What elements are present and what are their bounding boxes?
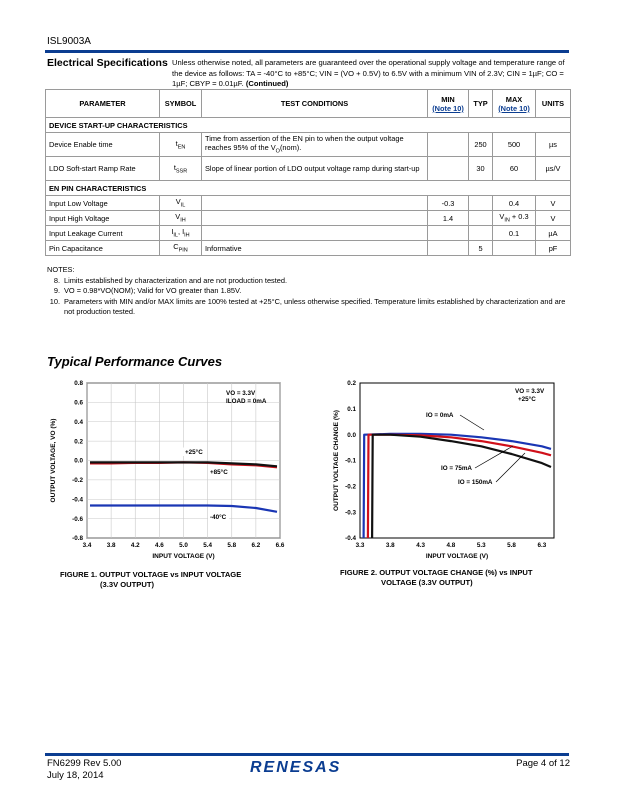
x-tick-label: 4.2 [130, 542, 140, 549]
notes-title: NOTES: [47, 265, 75, 274]
x-tick-label: 6.2 [251, 542, 261, 549]
table-row [46, 211, 571, 226]
y-tick-label: -0.2 [72, 477, 83, 485]
annotation-label: IO = 0mA [426, 412, 454, 419]
annotation-label: -40°C [210, 514, 227, 521]
cell-typ [469, 196, 493, 211]
specs-continued: (Continued) [245, 79, 289, 89]
col-max-label: MAX [505, 94, 523, 104]
x-axis-label: INPUT VOLTAGE (V) [152, 553, 215, 560]
annotation-label: VO = 3.3V [226, 390, 256, 397]
cell-units: V [536, 196, 571, 211]
cell-min [428, 241, 469, 256]
y-tick-label: 0.2 [347, 380, 356, 388]
cell-typ: 30 [469, 157, 493, 181]
section-row [46, 181, 571, 196]
cell-units: pF [536, 241, 571, 256]
header-rule [45, 50, 569, 53]
min-note-link[interactable]: (Note 10) [432, 103, 464, 113]
specs-intro [172, 58, 570, 90]
table-row [46, 157, 571, 181]
cell-min [428, 133, 469, 157]
col-min [428, 90, 469, 118]
x-tick-label: 4.8 [446, 542, 456, 549]
note-item [47, 297, 572, 318]
figure2-caption-line1: FIGURE 2. OUTPUT VOLTAGE CHANGE (%) vs INPUT [340, 568, 533, 577]
note-item [47, 276, 572, 287]
section-row [46, 118, 571, 133]
col-conditions: TEST CONDITIONS [202, 90, 428, 118]
spec-table [45, 89, 571, 256]
cell-symbol: $t_{SSR}$ [160, 157, 202, 181]
y-tick-label: -0.2 [345, 483, 356, 491]
cell-parameter: Device Enable time [46, 133, 160, 157]
x-tick-label: 5.0 [179, 542, 188, 549]
cell-units: µA [536, 226, 571, 241]
cell-symbol: $V_{IH}$ [160, 211, 202, 226]
cell-parameter: Input Leakage Current [46, 226, 160, 241]
specs-intro-text: Unless otherwise noted, all parameters are guaranteed over the operational supply voltage and temperature range of the device as follows: TA = -40°C to +85°C; VIN = (VO + 0.5V) to 6.5V with a minimum VIN of 2.3V; CIN = 1µF; CO = 1µF; CBYP = 0.01µF. [172, 58, 565, 89]
note-number: 10. [49, 296, 60, 306]
y-tick-label: 0.4 [74, 418, 83, 426]
section-title: DEVICE START-UP CHARACTERISTICS [46, 118, 571, 133]
section-title: EN PIN CHARACTERISTICS [46, 181, 571, 196]
cell-typ: 250 [469, 133, 493, 157]
figure1-caption-line2: (3.3V OUTPUT) [100, 580, 155, 589]
renesas-logo: RENESAS [250, 759, 342, 776]
annotation-label: +25°C [518, 396, 536, 403]
y-tick-label: 0.0 [74, 457, 83, 465]
note-number: 8. [53, 275, 60, 285]
table-row [46, 241, 571, 256]
plot-frame [360, 383, 554, 538]
cell-max: 0.4 [493, 196, 536, 211]
footer-rule [45, 753, 569, 756]
footer-left [47, 758, 121, 782]
cell-conditions: Slope of linear portion of LDO output voltage ramp during start-up [202, 157, 428, 181]
y-axis-label: OUTPUT VOLTAGE, VO (%) [50, 418, 57, 503]
cell-typ [469, 211, 493, 226]
cell-units: µs [536, 133, 571, 157]
x-axis-label: INPUT VOLTAGE (V) [425, 553, 489, 560]
note-text: Parameters with MIN and/or MAX limits are 100% tested at +25°C, unless otherwise specified. Temperature limits established by characterization and are not production tested. [64, 296, 566, 317]
cell-typ [469, 226, 493, 241]
annotation-label: VO = 3.3V [515, 388, 545, 395]
y-tick-label: -0.3 [345, 509, 356, 517]
cell-conditions [202, 196, 428, 211]
cell-conditions [202, 226, 428, 241]
x-tick-label: 3.8 [385, 542, 395, 549]
cell-symbol: $V_{IL}$ [160, 196, 202, 211]
annotation-label: +85°C [210, 469, 228, 476]
x-tick-label: 4.6 [154, 542, 164, 549]
annotation-label: IO = 75mA [441, 465, 472, 472]
cell-min: 1.4 [428, 211, 469, 226]
cell-max: 0.1 [493, 226, 536, 241]
x-tick-label: 3.3 [355, 542, 365, 549]
cell-parameter: LDO Soft-start Ramp Rate [46, 157, 160, 181]
cell-symbol: $C_{PIN}$ [160, 241, 202, 256]
cell-conditions: Time from assertion of the EN pin to when the output voltage reaches 95% of the $V_O(nom)$. [202, 133, 428, 157]
y-axis-label: OUTPUT VOLTAGE CHANGE (%) [333, 410, 340, 511]
note-text: VO = 0.98*VO(NOM); Valid for VO greater than 1.85V. [64, 286, 242, 296]
cell-max: 500 [493, 133, 536, 157]
cell-conditions [202, 211, 428, 226]
x-tick-label: 6.3 [537, 542, 547, 549]
cell-min [428, 157, 469, 181]
table-row [46, 196, 571, 211]
cell-typ: 5 [469, 241, 493, 256]
cell-parameter: Input Low Voltage [46, 196, 160, 211]
y-tick-label: 0.2 [74, 438, 83, 446]
x-tick-label: 3.4 [82, 542, 92, 549]
cell-max: $V_{IN} + 0.3$ [493, 211, 536, 226]
spec-header-row [46, 90, 571, 118]
annotation-label: ILOAD = 0mA [226, 398, 267, 405]
cell-max [493, 241, 536, 256]
max-note-link[interactable]: (Note 10) [498, 103, 530, 113]
section-title-curves: Typical Performance Curves [47, 354, 223, 369]
cell-conditions: Informative [202, 241, 428, 256]
y-tick-label: -0.4 [345, 535, 356, 543]
annotation-label: +25°C [185, 449, 203, 456]
note-item [47, 286, 572, 297]
cell-symbol: $I_{IL}$, $I_{IH}$ [160, 226, 202, 241]
cell-parameter: Pin Capacitance [46, 241, 160, 256]
note-text: Limits established by characterization and are not production tested. [64, 275, 288, 285]
col-max [493, 90, 536, 118]
y-tick-label: 0.8 [74, 380, 83, 388]
y-tick-label: -0.4 [72, 496, 83, 504]
y-tick-label: 0.1 [347, 406, 356, 414]
note-number: 9. [53, 286, 60, 296]
table-row [46, 133, 571, 157]
y-tick-label: -0.6 [72, 515, 83, 523]
document-code: ISL9003A [47, 36, 91, 47]
x-tick-label: 5.8 [507, 542, 516, 549]
y-tick-label: 0.0 [347, 431, 356, 439]
table-row [46, 226, 571, 241]
cell-max: 60 [493, 157, 536, 181]
cell-units: µs/V [536, 157, 571, 181]
figure2-caption-line2: VOLTAGE (3.3V OUTPUT) [381, 578, 473, 587]
footer-doc-rev: FN6299 Rev 5.00 [47, 758, 122, 769]
col-units: UNITS [536, 90, 571, 118]
y-tick-label: -0.1 [345, 457, 356, 465]
x-tick-label: 5.8 [227, 542, 237, 549]
figure2-chart [328, 375, 568, 565]
x-tick-label: 5.4 [203, 542, 213, 549]
notes-block [47, 265, 572, 318]
cell-parameter: Input High Voltage [46, 211, 160, 226]
col-min-label: MIN [441, 94, 455, 104]
x-tick-label: 5.3 [476, 542, 486, 549]
figure1-chart [40, 375, 290, 565]
cell-min: -0.3 [428, 196, 469, 211]
cell-symbol: $t_{EN}$ [160, 133, 202, 157]
x-tick-label: 4.3 [416, 542, 426, 549]
figure2-caption [340, 568, 570, 588]
y-tick-label: 0.6 [74, 399, 83, 407]
cell-min [428, 226, 469, 241]
footer-date: July 18, 2014 [47, 770, 104, 781]
x-tick-label: 6.6 [275, 542, 285, 549]
col-symbol: SYMBOL [160, 90, 202, 118]
col-parameter: PARAMETER [46, 90, 160, 118]
annotation-label: IO = 150mA [458, 479, 493, 486]
col-typ: TYP [469, 90, 493, 118]
x-tick-label: 3.8 [106, 542, 116, 549]
figure1-caption [60, 570, 280, 590]
footer-page: Page 4 of 12 [516, 758, 570, 769]
figure1-caption-line1: FIGURE 1. OUTPUT VOLTAGE vs INPUT VOLTAGE [60, 570, 242, 579]
specs-title: Electrical Specifications [47, 57, 168, 69]
y-tick-label: -0.8 [72, 535, 83, 543]
cell-units: V [536, 211, 571, 226]
